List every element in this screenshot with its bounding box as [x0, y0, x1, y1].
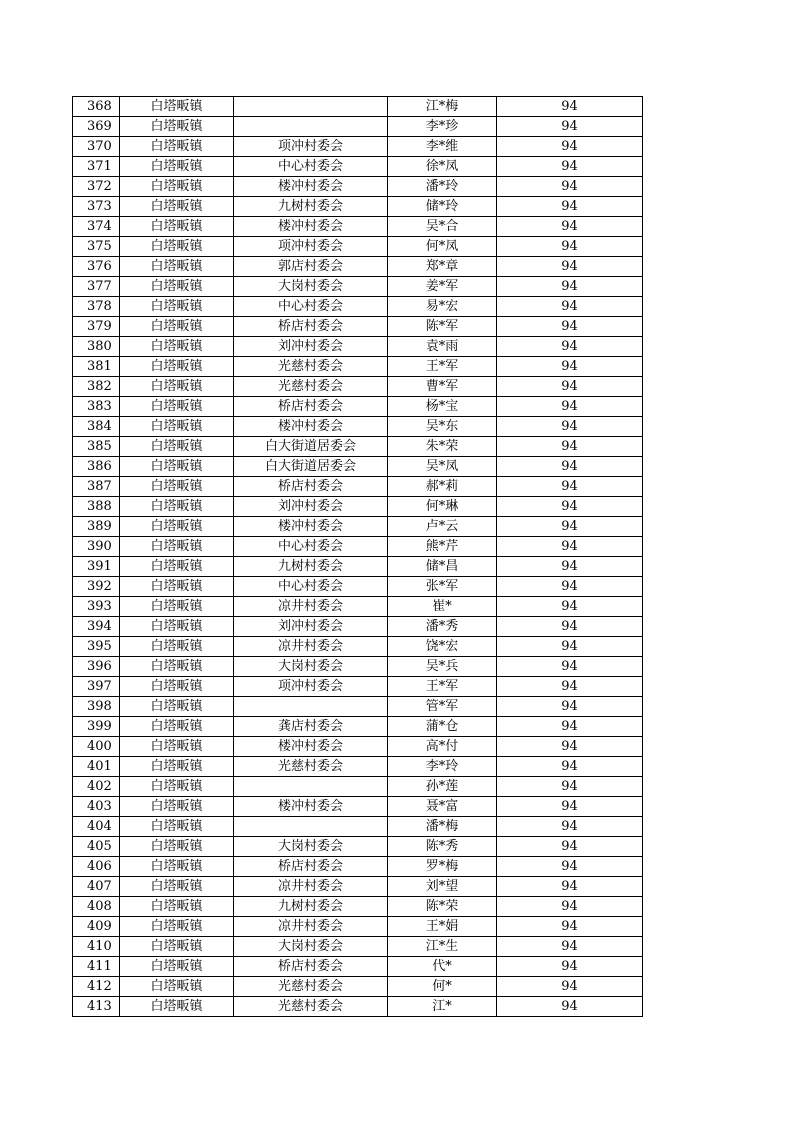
table-row — [73, 277, 643, 297]
town-cell: 白塔畈镇 — [120, 157, 234, 177]
town-cell: 白塔畈镇 — [120, 777, 234, 797]
person-name-cell: 何* — [388, 977, 497, 997]
row-number-cell: 390 — [73, 537, 120, 557]
town-cell: 白塔畈镇 — [120, 517, 234, 537]
person-name-cell: 郝*莉 — [388, 477, 497, 497]
town-cell: 白塔畈镇 — [120, 637, 234, 657]
row-number-cell: 380 — [73, 337, 120, 357]
table-row — [73, 737, 643, 757]
village-committee-cell: 凉井村委会 — [234, 877, 388, 897]
row-number-cell: 385 — [73, 437, 120, 457]
table-row — [73, 137, 643, 157]
table-row — [73, 337, 643, 357]
person-name-cell: 管*军 — [388, 697, 497, 717]
row-number-cell: 372 — [73, 177, 120, 197]
village-committee-cell: 白大街道居委会 — [234, 437, 388, 457]
table-row — [73, 417, 643, 437]
town-cell: 白塔畈镇 — [120, 177, 234, 197]
person-name-cell: 崔* — [388, 597, 497, 617]
table-row — [73, 597, 643, 617]
score-cell: 94 — [497, 797, 643, 817]
town-cell: 白塔畈镇 — [120, 937, 234, 957]
person-name-cell: 吴*凤 — [388, 457, 497, 477]
table-row — [73, 777, 643, 797]
person-name-cell: 张*军 — [388, 577, 497, 597]
village-committee-cell: 白大街道居委会 — [234, 457, 388, 477]
town-cell: 白塔畈镇 — [120, 717, 234, 737]
table-row — [73, 797, 643, 817]
village-committee-cell: 楼冲村委会 — [234, 797, 388, 817]
row-number-cell: 371 — [73, 157, 120, 177]
score-cell: 94 — [497, 277, 643, 297]
village-committee-cell: 楼冲村委会 — [234, 417, 388, 437]
score-cell: 94 — [497, 677, 643, 697]
table-row — [73, 197, 643, 217]
score-cell: 94 — [497, 477, 643, 497]
table-row — [73, 817, 643, 837]
town-cell: 白塔畈镇 — [120, 537, 234, 557]
score-cell: 94 — [497, 397, 643, 417]
table-row — [73, 917, 643, 937]
row-number-cell: 410 — [73, 937, 120, 957]
person-name-cell: 蒲*仓 — [388, 717, 497, 737]
village-committee-cell: 刘冲村委会 — [234, 497, 388, 517]
table-row — [73, 317, 643, 337]
table-row — [73, 257, 643, 277]
row-number-cell: 370 — [73, 137, 120, 157]
person-name-cell: 聂*富 — [388, 797, 497, 817]
village-committee-cell: 大岗村委会 — [234, 837, 388, 857]
town-cell: 白塔畈镇 — [120, 137, 234, 157]
person-name-cell: 李*玲 — [388, 757, 497, 777]
town-cell: 白塔畈镇 — [120, 217, 234, 237]
person-name-cell: 何*凤 — [388, 237, 497, 257]
town-cell: 白塔畈镇 — [120, 297, 234, 317]
town-cell: 白塔畈镇 — [120, 877, 234, 897]
village-committee-cell — [234, 777, 388, 797]
person-name-cell: 易*宏 — [388, 297, 497, 317]
person-name-cell: 王*军 — [388, 357, 497, 377]
table-row — [73, 897, 643, 917]
score-cell: 94 — [497, 657, 643, 677]
town-cell: 白塔畈镇 — [120, 357, 234, 377]
town-cell: 白塔畈镇 — [120, 277, 234, 297]
row-number-cell: 402 — [73, 777, 120, 797]
row-number-cell: 369 — [73, 117, 120, 137]
table-row — [73, 957, 643, 977]
village-committee-cell: 光慈村委会 — [234, 997, 388, 1017]
row-number-cell: 394 — [73, 617, 120, 637]
person-name-cell: 卢*云 — [388, 517, 497, 537]
town-cell: 白塔畈镇 — [120, 897, 234, 917]
town-cell: 白塔畈镇 — [120, 477, 234, 497]
score-cell: 94 — [497, 257, 643, 277]
village-committee-cell: 项冲村委会 — [234, 137, 388, 157]
person-name-cell: 高*付 — [388, 737, 497, 757]
row-number-cell: 379 — [73, 317, 120, 337]
table-row — [73, 97, 643, 117]
person-name-cell: 朱*荣 — [388, 437, 497, 457]
score-cell: 94 — [497, 697, 643, 717]
row-number-cell: 405 — [73, 837, 120, 857]
score-cell: 94 — [497, 597, 643, 617]
score-cell: 94 — [497, 537, 643, 557]
village-committee-cell: 光慈村委会 — [234, 357, 388, 377]
score-cell: 94 — [497, 857, 643, 877]
table-row — [73, 537, 643, 557]
village-committee-cell: 中心村委会 — [234, 577, 388, 597]
person-name-cell: 吴*东 — [388, 417, 497, 437]
score-cell: 94 — [497, 997, 643, 1017]
village-committee-cell: 桥店村委会 — [234, 397, 388, 417]
person-name-cell: 王*娟 — [388, 917, 497, 937]
village-committee-cell: 桥店村委会 — [234, 857, 388, 877]
village-committee-cell: 凉井村委会 — [234, 597, 388, 617]
town-cell: 白塔畈镇 — [120, 317, 234, 337]
table-row — [73, 237, 643, 257]
person-name-cell: 吴*合 — [388, 217, 497, 237]
score-cell: 94 — [497, 457, 643, 477]
person-name-cell: 江*梅 — [388, 97, 497, 117]
table-row — [73, 177, 643, 197]
town-cell: 白塔畈镇 — [120, 417, 234, 437]
row-number-cell: 384 — [73, 417, 120, 437]
table-row — [73, 457, 643, 477]
score-cell: 94 — [497, 897, 643, 917]
score-cell: 94 — [497, 117, 643, 137]
row-number-cell: 376 — [73, 257, 120, 277]
town-cell: 白塔畈镇 — [120, 977, 234, 997]
score-cell: 94 — [497, 377, 643, 397]
person-name-cell: 江* — [388, 997, 497, 1017]
score-cell: 94 — [497, 717, 643, 737]
table-row — [73, 837, 643, 857]
score-cell: 94 — [497, 577, 643, 597]
town-cell: 白塔畈镇 — [120, 837, 234, 857]
village-committee-cell: 九树村委会 — [234, 897, 388, 917]
person-name-cell: 吴*兵 — [388, 657, 497, 677]
town-cell: 白塔畈镇 — [120, 577, 234, 597]
person-name-cell: 潘*梅 — [388, 817, 497, 837]
table-row — [73, 117, 643, 137]
score-cell: 94 — [497, 877, 643, 897]
table-row — [73, 397, 643, 417]
person-name-cell: 陈*军 — [388, 317, 497, 337]
village-committee-cell: 桥店村委会 — [234, 317, 388, 337]
score-cell: 94 — [497, 217, 643, 237]
village-committee-cell: 项冲村委会 — [234, 677, 388, 697]
score-cell: 94 — [497, 757, 643, 777]
person-name-cell: 潘*玲 — [388, 177, 497, 197]
row-number-cell: 407 — [73, 877, 120, 897]
row-number-cell: 389 — [73, 517, 120, 537]
town-cell: 白塔畈镇 — [120, 757, 234, 777]
row-number-cell: 396 — [73, 657, 120, 677]
person-name-cell: 王*军 — [388, 677, 497, 697]
town-cell: 白塔畈镇 — [120, 457, 234, 477]
village-committee-cell: 九树村委会 — [234, 557, 388, 577]
score-cell: 94 — [497, 957, 643, 977]
row-number-cell: 397 — [73, 677, 120, 697]
person-name-cell: 熊*芹 — [388, 537, 497, 557]
table-row — [73, 477, 643, 497]
village-committee-cell: 郭店村委会 — [234, 257, 388, 277]
town-cell: 白塔畈镇 — [120, 437, 234, 457]
table-row — [73, 357, 643, 377]
village-committee-cell: 凉井村委会 — [234, 637, 388, 657]
town-cell: 白塔畈镇 — [120, 797, 234, 817]
person-name-cell: 徐*凤 — [388, 157, 497, 177]
score-cell: 94 — [497, 137, 643, 157]
person-name-cell: 江*生 — [388, 937, 497, 957]
table-row — [73, 937, 643, 957]
table-row — [73, 497, 643, 517]
row-number-cell: 406 — [73, 857, 120, 877]
score-cell: 94 — [497, 737, 643, 757]
town-cell: 白塔畈镇 — [120, 557, 234, 577]
person-name-cell: 袁*雨 — [388, 337, 497, 357]
village-committee-cell: 桥店村委会 — [234, 957, 388, 977]
row-number-cell: 375 — [73, 237, 120, 257]
row-number-cell: 378 — [73, 297, 120, 317]
village-committee-cell — [234, 117, 388, 137]
person-name-cell: 李*维 — [388, 137, 497, 157]
table-row — [73, 857, 643, 877]
table-row — [73, 677, 643, 697]
table-row — [73, 577, 643, 597]
score-cell: 94 — [497, 777, 643, 797]
village-committee-cell: 九树村委会 — [234, 197, 388, 217]
score-cell: 94 — [497, 157, 643, 177]
score-cell: 94 — [497, 977, 643, 997]
score-cell: 94 — [497, 557, 643, 577]
village-committee-cell: 项冲村委会 — [234, 237, 388, 257]
score-cell: 94 — [497, 617, 643, 637]
row-number-cell: 377 — [73, 277, 120, 297]
town-cell: 白塔畈镇 — [120, 597, 234, 617]
village-committee-cell: 楼冲村委会 — [234, 737, 388, 757]
row-number-cell: 403 — [73, 797, 120, 817]
row-number-cell: 368 — [73, 97, 120, 117]
town-cell: 白塔畈镇 — [120, 817, 234, 837]
row-number-cell: 393 — [73, 597, 120, 617]
score-cell: 94 — [497, 817, 643, 837]
row-number-cell: 400 — [73, 737, 120, 757]
score-cell: 94 — [497, 637, 643, 657]
person-name-cell: 储*昌 — [388, 557, 497, 577]
person-name-cell: 陈*荣 — [388, 897, 497, 917]
score-cell: 94 — [497, 837, 643, 857]
town-cell: 白塔畈镇 — [120, 997, 234, 1017]
score-cell: 94 — [497, 357, 643, 377]
village-committee-cell: 桥店村委会 — [234, 477, 388, 497]
town-cell: 白塔畈镇 — [120, 97, 234, 117]
table-row — [73, 157, 643, 177]
table-row — [73, 217, 643, 237]
row-number-cell: 391 — [73, 557, 120, 577]
table-row — [73, 757, 643, 777]
village-committee-cell: 光慈村委会 — [234, 757, 388, 777]
person-name-cell: 郑*章 — [388, 257, 497, 277]
table-row — [73, 637, 643, 657]
town-cell: 白塔畈镇 — [120, 617, 234, 637]
person-name-cell: 罗*梅 — [388, 857, 497, 877]
village-committee-cell: 楼冲村委会 — [234, 517, 388, 537]
score-cell: 94 — [497, 917, 643, 937]
person-name-cell: 杨*宝 — [388, 397, 497, 417]
table-row — [73, 617, 643, 637]
table-row — [73, 297, 643, 317]
score-cell: 94 — [497, 497, 643, 517]
village-committee-cell: 凉井村委会 — [234, 917, 388, 937]
score-cell: 94 — [497, 317, 643, 337]
table-row — [73, 717, 643, 737]
village-committee-cell: 大岗村委会 — [234, 937, 388, 957]
village-committee-cell — [234, 817, 388, 837]
table-row — [73, 557, 643, 577]
score-cell: 94 — [497, 177, 643, 197]
village-committee-cell: 龚店村委会 — [234, 717, 388, 737]
row-number-cell: 413 — [73, 997, 120, 1017]
town-cell: 白塔畈镇 — [120, 857, 234, 877]
score-cell: 94 — [497, 517, 643, 537]
score-cell: 94 — [497, 197, 643, 217]
town-cell: 白塔畈镇 — [120, 337, 234, 357]
row-number-cell: 412 — [73, 977, 120, 997]
village-committee-cell: 刘冲村委会 — [234, 337, 388, 357]
village-committee-cell: 楼冲村委会 — [234, 177, 388, 197]
town-cell: 白塔畈镇 — [120, 677, 234, 697]
row-number-cell: 411 — [73, 957, 120, 977]
row-number-cell: 395 — [73, 637, 120, 657]
score-cell: 94 — [497, 337, 643, 357]
village-committee-cell: 大岗村委会 — [234, 277, 388, 297]
table-row — [73, 697, 643, 717]
person-name-cell: 潘*秀 — [388, 617, 497, 637]
table-row — [73, 977, 643, 997]
person-name-cell: 储*玲 — [388, 197, 497, 217]
row-number-cell: 382 — [73, 377, 120, 397]
row-number-cell: 387 — [73, 477, 120, 497]
town-cell: 白塔畈镇 — [120, 497, 234, 517]
row-number-cell: 401 — [73, 757, 120, 777]
person-name-cell: 孙*莲 — [388, 777, 497, 797]
table-body — [73, 97, 643, 1017]
row-number-cell: 381 — [73, 357, 120, 377]
table-row — [73, 657, 643, 677]
town-cell: 白塔畈镇 — [120, 917, 234, 937]
table-row — [73, 437, 643, 457]
score-cell: 94 — [497, 297, 643, 317]
person-name-cell: 刘*望 — [388, 877, 497, 897]
score-cell: 94 — [497, 437, 643, 457]
town-cell: 白塔畈镇 — [120, 377, 234, 397]
town-cell: 白塔畈镇 — [120, 657, 234, 677]
table-row — [73, 997, 643, 1017]
row-number-cell: 399 — [73, 717, 120, 737]
village-committee-cell — [234, 697, 388, 717]
row-number-cell: 373 — [73, 197, 120, 217]
row-number-cell: 388 — [73, 497, 120, 517]
town-cell: 白塔畈镇 — [120, 697, 234, 717]
data-table — [72, 96, 643, 1017]
village-committee-cell: 光慈村委会 — [234, 977, 388, 997]
person-name-cell: 曹*军 — [388, 377, 497, 397]
village-committee-cell: 中心村委会 — [234, 297, 388, 317]
person-name-cell: 何*琳 — [388, 497, 497, 517]
score-cell: 94 — [497, 937, 643, 957]
row-number-cell: 404 — [73, 817, 120, 837]
village-committee-cell: 刘冲村委会 — [234, 617, 388, 637]
person-name-cell: 饶*宏 — [388, 637, 497, 657]
row-number-cell: 383 — [73, 397, 120, 417]
village-committee-cell: 中心村委会 — [234, 537, 388, 557]
town-cell: 白塔畈镇 — [120, 197, 234, 217]
village-committee-cell — [234, 97, 388, 117]
row-number-cell: 374 — [73, 217, 120, 237]
town-cell: 白塔畈镇 — [120, 737, 234, 757]
row-number-cell: 392 — [73, 577, 120, 597]
town-cell: 白塔畈镇 — [120, 257, 234, 277]
score-cell: 94 — [497, 237, 643, 257]
row-number-cell: 409 — [73, 917, 120, 937]
score-cell: 94 — [497, 417, 643, 437]
row-number-cell: 408 — [73, 897, 120, 917]
row-number-cell: 398 — [73, 697, 120, 717]
village-committee-cell: 大岗村委会 — [234, 657, 388, 677]
table-row — [73, 877, 643, 897]
person-name-cell: 姜*军 — [388, 277, 497, 297]
town-cell: 白塔畈镇 — [120, 117, 234, 137]
person-name-cell: 代* — [388, 957, 497, 977]
table-row — [73, 377, 643, 397]
town-cell: 白塔畈镇 — [120, 237, 234, 257]
row-number-cell: 386 — [73, 457, 120, 477]
town-cell: 白塔畈镇 — [120, 397, 234, 417]
village-committee-cell: 楼冲村委会 — [234, 217, 388, 237]
person-name-cell: 李*珍 — [388, 117, 497, 137]
score-cell: 94 — [497, 97, 643, 117]
person-name-cell: 陈*秀 — [388, 837, 497, 857]
town-cell: 白塔畈镇 — [120, 957, 234, 977]
village-committee-cell: 光慈村委会 — [234, 377, 388, 397]
table-row — [73, 517, 643, 537]
village-committee-cell: 中心村委会 — [234, 157, 388, 177]
